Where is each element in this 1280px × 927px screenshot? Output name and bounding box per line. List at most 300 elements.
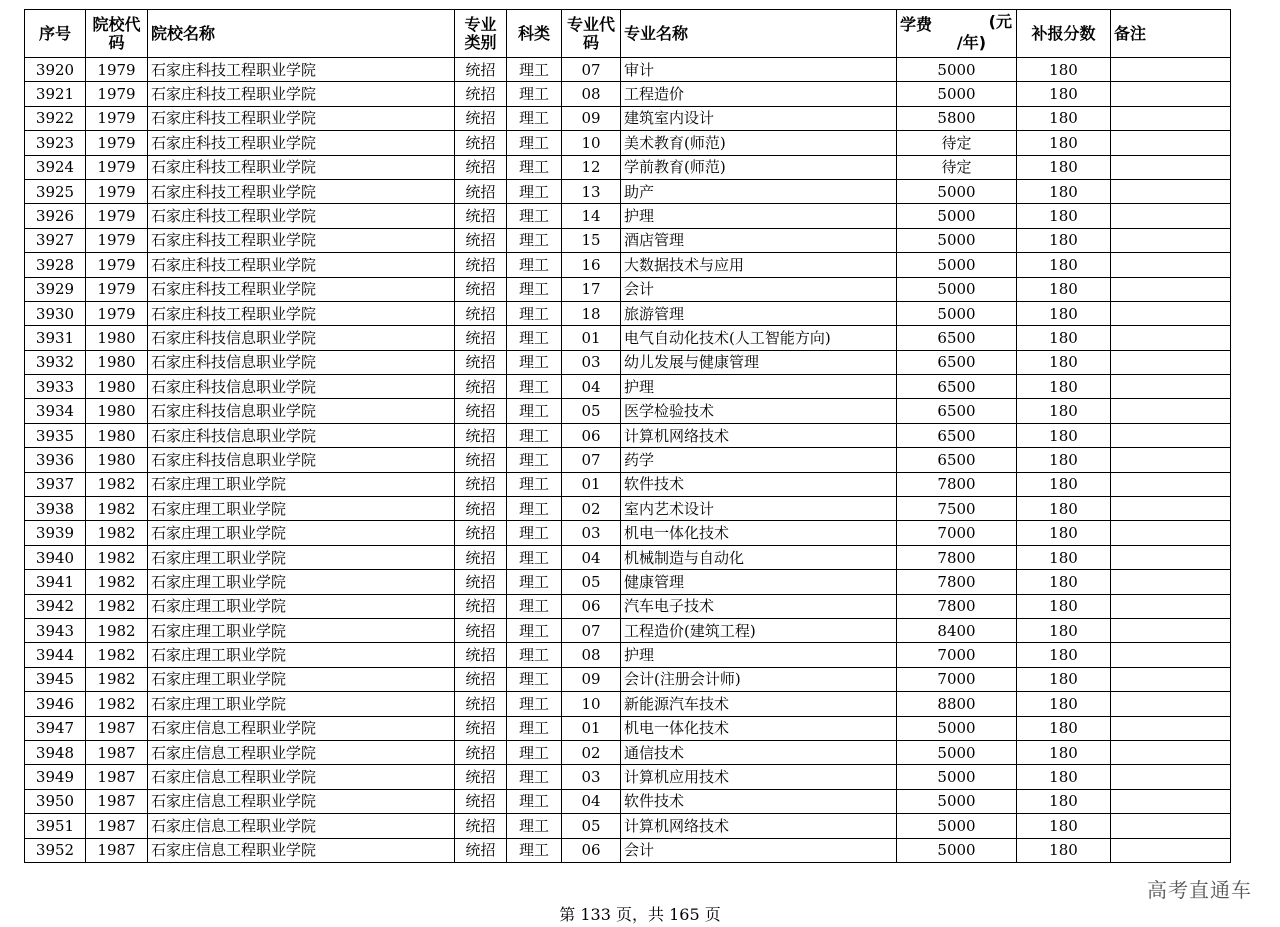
cell-major-code: 13 [562,179,621,203]
table-row [25,716,1231,740]
cell-school-name: 石家庄信息工程职业学院 [148,789,455,813]
cell-major-code: 07 [562,58,621,82]
cell-remark [1111,643,1231,667]
cell-category: 理工 [507,204,562,228]
table-row [25,740,1231,764]
cell-school-code: 1987 [86,740,148,764]
cell-school-code: 1979 [86,131,148,155]
table-row [25,131,1231,155]
cell-fee: 7800 [897,472,1017,496]
cell-major-code: 09 [562,106,621,130]
cell-category: 理工 [507,618,562,642]
cell-supp-score: 180 [1017,497,1111,521]
cell-school-name: 石家庄科技信息职业学院 [148,326,455,350]
cell-major-code: 02 [562,497,621,521]
cell-supp-score: 180 [1017,570,1111,594]
cell-fee: 6500 [897,326,1017,350]
cell-major-name: 会计 [621,277,897,301]
cell-major-code: 07 [562,448,621,472]
cell-fee: 6500 [897,350,1017,374]
cell-remark [1111,350,1231,374]
cell-school-name: 石家庄理工职业学院 [148,521,455,545]
cell-remark [1111,765,1231,789]
cell-supp-score: 180 [1017,618,1111,642]
cell-school-code: 1980 [86,350,148,374]
cell-remark [1111,740,1231,764]
cell-seq: 3945 [25,667,86,691]
cell-category: 理工 [507,58,562,82]
cell-supp-score: 180 [1017,253,1111,277]
table-row [25,497,1231,521]
cell-category: 理工 [507,521,562,545]
table-row [25,448,1231,472]
cell-category: 理工 [507,423,562,447]
cell-fee: 8400 [897,618,1017,642]
cell-supp-score: 180 [1017,301,1111,325]
cell-school-name: 石家庄科技信息职业学院 [148,448,455,472]
cell-supp-score: 180 [1017,643,1111,667]
cell-seq: 3922 [25,106,86,130]
cell-supp-score: 180 [1017,326,1111,350]
cell-seq: 3939 [25,521,86,545]
cell-remark [1111,716,1231,740]
cell-seq: 3947 [25,716,86,740]
cell-school-code: 1980 [86,423,148,447]
cell-school-code: 1979 [86,58,148,82]
header-school-name: 院校名称 [148,10,455,58]
cell-major-name: 学前教育(师范) [621,155,897,179]
cell-category: 理工 [507,814,562,838]
table-row [25,838,1231,862]
cell-school-name: 石家庄信息工程职业学院 [148,716,455,740]
cell-seq: 3925 [25,179,86,203]
cell-fee: 7800 [897,545,1017,569]
cell-category: 理工 [507,667,562,691]
header-major-type: 专业类别 [455,10,507,58]
cell-fee: 6500 [897,448,1017,472]
cell-fee: 待定 [897,155,1017,179]
cell-school-name: 石家庄科技工程职业学院 [148,82,455,106]
cell-seq: 3928 [25,253,86,277]
cell-major-name: 室内艺术设计 [621,497,897,521]
cell-school-name: 石家庄科技信息职业学院 [148,375,455,399]
cell-major-name: 电气自动化技术(人工智能方向) [621,326,897,350]
cell-school-name: 石家庄理工职业学院 [148,472,455,496]
cell-category: 理工 [507,643,562,667]
cell-major-code: 14 [562,204,621,228]
cell-school-code: 1987 [86,789,148,813]
cell-fee: 5000 [897,277,1017,301]
cell-school-code: 1982 [86,521,148,545]
cell-major-name: 计算机网络技术 [621,423,897,447]
cell-school-name: 石家庄科技工程职业学院 [148,277,455,301]
cell-school-name: 石家庄理工职业学院 [148,545,455,569]
cell-school-code: 1982 [86,618,148,642]
cell-seq: 3943 [25,618,86,642]
cell-major-type: 统招 [455,643,507,667]
cell-seq: 3948 [25,740,86,764]
header-category: 科类 [507,10,562,58]
cell-major-code: 03 [562,350,621,374]
cell-fee: 待定 [897,131,1017,155]
cell-major-type: 统招 [455,497,507,521]
cell-fee: 6500 [897,375,1017,399]
table-row [25,399,1231,423]
cell-school-name: 石家庄科技工程职业学院 [148,58,455,82]
cell-fee: 7000 [897,667,1017,691]
cell-fee: 7800 [897,570,1017,594]
table-row [25,692,1231,716]
cell-fee: 5000 [897,204,1017,228]
cell-seq: 3952 [25,838,86,862]
cell-remark [1111,667,1231,691]
cell-major-type: 统招 [455,765,507,789]
cell-major-code: 10 [562,131,621,155]
watermark-logo-text: 高考直通车 [1147,878,1252,902]
cell-fee: 7000 [897,521,1017,545]
cell-seq: 3944 [25,643,86,667]
cell-remark [1111,448,1231,472]
cell-supp-score: 180 [1017,131,1111,155]
cell-school-code: 1980 [86,399,148,423]
cell-major-code: 17 [562,277,621,301]
cell-seq: 3932 [25,350,86,374]
cell-major-name: 会计 [621,838,897,862]
cell-school-name: 石家庄科技工程职业学院 [148,204,455,228]
cell-supp-score: 180 [1017,58,1111,82]
cell-remark [1111,179,1231,203]
cell-category: 理工 [507,594,562,618]
cell-school-name: 石家庄理工职业学院 [148,667,455,691]
cell-major-name: 计算机应用技术 [621,765,897,789]
cell-seq: 3931 [25,326,86,350]
cell-school-name: 石家庄信息工程职业学院 [148,765,455,789]
cell-major-code: 03 [562,521,621,545]
cell-fee: 5000 [897,82,1017,106]
cell-fee: 5000 [897,58,1017,82]
cell-remark [1111,814,1231,838]
cell-supp-score: 180 [1017,448,1111,472]
cell-fee: 5000 [897,716,1017,740]
cell-supp-score: 180 [1017,228,1111,252]
cell-major-type: 统招 [455,106,507,130]
cell-school-code: 1982 [86,570,148,594]
cell-school-code: 1980 [86,375,148,399]
header-school-code: 院校代码 [86,10,148,58]
cell-seq: 3938 [25,497,86,521]
table-row [25,643,1231,667]
header-major-code: 专业代码 [562,10,621,58]
cell-remark [1111,692,1231,716]
table-row [25,106,1231,130]
cell-seq: 3940 [25,545,86,569]
table-row [25,765,1231,789]
cell-category: 理工 [507,301,562,325]
cell-major-type: 统招 [455,423,507,447]
cell-remark [1111,82,1231,106]
cell-school-name: 石家庄信息工程职业学院 [148,740,455,764]
cell-school-name: 石家庄科技信息职业学院 [148,350,455,374]
cell-school-code: 1979 [86,204,148,228]
cell-supp-score: 180 [1017,399,1111,423]
cell-remark [1111,253,1231,277]
header-supp-score: 补报分数 [1017,10,1111,58]
cell-category: 理工 [507,740,562,764]
cell-fee: 5000 [897,789,1017,813]
cell-seq: 3937 [25,472,86,496]
table-row [25,204,1231,228]
cell-fee: 5000 [897,838,1017,862]
table-row [25,618,1231,642]
cell-school-code: 1987 [86,716,148,740]
cell-supp-score: 180 [1017,765,1111,789]
cell-school-code: 1979 [86,228,148,252]
cell-remark [1111,375,1231,399]
cell-school-name: 石家庄科技工程职业学院 [148,106,455,130]
cell-fee: 5000 [897,740,1017,764]
cell-seq: 3929 [25,277,86,301]
table-body [25,58,1231,863]
cell-school-code: 1982 [86,545,148,569]
table-row [25,179,1231,203]
cell-major-code: 04 [562,789,621,813]
cell-school-code: 1979 [86,277,148,301]
cell-major-type: 统招 [455,545,507,569]
table-row [25,521,1231,545]
cell-major-code: 04 [562,375,621,399]
cell-supp-score: 180 [1017,423,1111,447]
cell-major-type: 统招 [455,838,507,862]
cell-remark [1111,58,1231,82]
cell-supp-score: 180 [1017,375,1111,399]
header-seq: 序号 [25,10,86,58]
cell-school-code: 1979 [86,106,148,130]
header-remark: 备注 [1111,10,1231,58]
table-row [25,814,1231,838]
cell-seq: 3949 [25,765,86,789]
cell-major-code: 06 [562,594,621,618]
cell-category: 理工 [507,326,562,350]
cell-category: 理工 [507,155,562,179]
cell-major-code: 05 [562,570,621,594]
cell-major-type: 统招 [455,814,507,838]
cell-remark [1111,326,1231,350]
cell-major-code: 16 [562,253,621,277]
cell-major-name: 汽车电子技术 [621,594,897,618]
cell-school-code: 1982 [86,594,148,618]
cell-remark [1111,838,1231,862]
cell-major-type: 统招 [455,58,507,82]
cell-school-code: 1980 [86,448,148,472]
cell-major-type: 统招 [455,716,507,740]
table-row [25,82,1231,106]
cell-school-name: 石家庄科技工程职业学院 [148,253,455,277]
cell-seq: 3927 [25,228,86,252]
cell-major-name: 计算机网络技术 [621,814,897,838]
cell-major-type: 统招 [455,326,507,350]
cell-school-code: 1980 [86,326,148,350]
cell-major-name: 机电一体化技术 [621,521,897,545]
cell-school-code: 1982 [86,692,148,716]
cell-supp-score: 180 [1017,155,1111,179]
cell-major-type: 统招 [455,667,507,691]
cell-fee: 6500 [897,423,1017,447]
cell-seq: 3936 [25,448,86,472]
page-number: 第 133 页，共 165 页 [559,905,721,924]
cell-school-code: 1979 [86,179,148,203]
cell-major-type: 统招 [455,82,507,106]
cell-remark [1111,618,1231,642]
cell-school-code: 1979 [86,155,148,179]
cell-major-code: 06 [562,423,621,447]
cell-school-code: 1982 [86,497,148,521]
cell-remark [1111,521,1231,545]
cell-fee: 6500 [897,399,1017,423]
cell-fee: 7000 [897,643,1017,667]
cell-major-name: 大数据技术与应用 [621,253,897,277]
cell-remark [1111,570,1231,594]
cell-category: 理工 [507,277,562,301]
cell-supp-score: 180 [1017,106,1111,130]
cell-major-code: 04 [562,545,621,569]
cell-school-code: 1987 [86,838,148,862]
cell-major-code: 15 [562,228,621,252]
cell-school-code: 1987 [86,765,148,789]
cell-major-type: 统招 [455,155,507,179]
cell-supp-score: 180 [1017,740,1111,764]
cell-major-name: 幼儿发展与健康管理 [621,350,897,374]
cell-major-type: 统招 [455,594,507,618]
cell-category: 理工 [507,375,562,399]
header-row [25,10,1231,58]
cell-major-type: 统招 [455,350,507,374]
table-row [25,375,1231,399]
cell-major-code: 03 [562,765,621,789]
cell-seq: 3933 [25,375,86,399]
cell-school-name: 石家庄信息工程职业学院 [148,838,455,862]
cell-school-name: 石家庄理工职业学院 [148,497,455,521]
table-row [25,277,1231,301]
cell-fee: 5000 [897,253,1017,277]
cell-major-code: 07 [562,618,621,642]
cell-school-name: 石家庄科技工程职业学院 [148,301,455,325]
cell-supp-score: 180 [1017,277,1111,301]
cell-fee: 5000 [897,814,1017,838]
cell-category: 理工 [507,350,562,374]
cell-supp-score: 180 [1017,521,1111,545]
cell-supp-score: 180 [1017,179,1111,203]
cell-category: 理工 [507,497,562,521]
table-row [25,58,1231,82]
cell-major-name: 医学检验技术 [621,399,897,423]
cell-major-type: 统招 [455,179,507,203]
cell-category: 理工 [507,789,562,813]
cell-major-code: 12 [562,155,621,179]
cell-category: 理工 [507,179,562,203]
cell-supp-score: 180 [1017,789,1111,813]
cell-school-name: 石家庄科技工程职业学院 [148,155,455,179]
cell-major-name: 工程造价(建筑工程) [621,618,897,642]
cell-major-type: 统招 [455,228,507,252]
table-row [25,301,1231,325]
admissions-table [24,9,1231,863]
cell-major-code: 09 [562,667,621,691]
cell-major-type: 统招 [455,301,507,325]
cell-seq: 3951 [25,814,86,838]
cell-category: 理工 [507,448,562,472]
cell-remark [1111,789,1231,813]
cell-major-code: 18 [562,301,621,325]
cell-school-code: 1979 [86,301,148,325]
cell-major-type: 统招 [455,204,507,228]
cell-category: 理工 [507,472,562,496]
cell-major-name: 会计(注册会计师) [621,667,897,691]
cell-remark [1111,423,1231,447]
cell-major-name: 健康管理 [621,570,897,594]
table-row [25,472,1231,496]
cell-seq: 3942 [25,594,86,618]
cell-fee: 5000 [897,179,1017,203]
cell-seq: 3924 [25,155,86,179]
cell-fee: 5000 [897,228,1017,252]
cell-seq: 3950 [25,789,86,813]
cell-major-type: 统招 [455,472,507,496]
cell-major-type: 统招 [455,399,507,423]
cell-category: 理工 [507,399,562,423]
cell-major-name: 护理 [621,375,897,399]
cell-remark [1111,301,1231,325]
cell-remark [1111,277,1231,301]
header-fee [897,10,1017,58]
cell-major-name: 审计 [621,58,897,82]
cell-category: 理工 [507,765,562,789]
cell-major-name: 护理 [621,204,897,228]
table-row [25,326,1231,350]
cell-supp-score: 180 [1017,594,1111,618]
table-row [25,667,1231,691]
cell-remark [1111,399,1231,423]
cell-major-name: 软件技术 [621,789,897,813]
cell-major-name: 旅游管理 [621,301,897,325]
cell-major-name: 酒店管理 [621,228,897,252]
table-row [25,594,1231,618]
table-row [25,423,1231,447]
table-row [25,253,1231,277]
cell-major-code: 08 [562,643,621,667]
cell-seq: 3941 [25,570,86,594]
header-fee-period: /年) [956,32,987,52]
cell-major-type: 统招 [455,692,507,716]
cell-supp-score: 180 [1017,838,1111,862]
cell-major-type: 统招 [455,448,507,472]
cell-remark [1111,131,1231,155]
cell-major-name: 工程造价 [621,82,897,106]
cell-seq: 3946 [25,692,86,716]
cell-school-name: 石家庄理工职业学院 [148,618,455,642]
cell-school-name: 石家庄理工职业学院 [148,570,455,594]
cell-major-name: 机械制造与自动化 [621,545,897,569]
cell-supp-score: 180 [1017,814,1111,838]
cell-category: 理工 [507,692,562,716]
cell-school-name: 石家庄科技工程职业学院 [148,179,455,203]
cell-seq: 3926 [25,204,86,228]
cell-major-code: 02 [562,740,621,764]
cell-major-type: 统招 [455,570,507,594]
cell-school-name: 石家庄科技工程职业学院 [148,131,455,155]
cell-school-name: 石家庄理工职业学院 [148,643,455,667]
table-row [25,570,1231,594]
cell-remark [1111,472,1231,496]
